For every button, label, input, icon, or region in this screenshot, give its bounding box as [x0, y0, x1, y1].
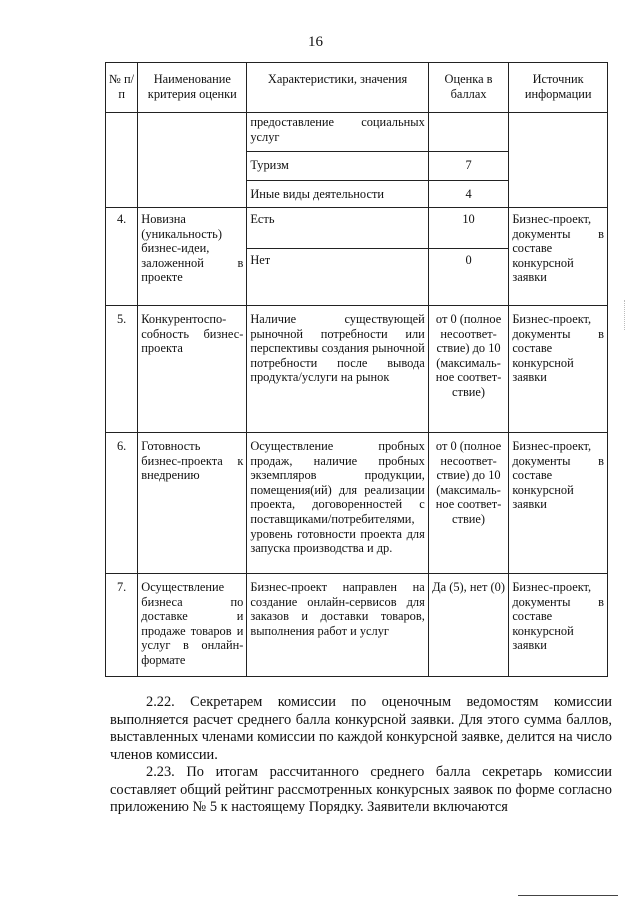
cell-score: [428, 113, 509, 152]
cell-num: 5.: [106, 306, 138, 433]
cell-characteristic: Есть: [247, 208, 428, 249]
cell-source: Бизнес-проект, документы в составе конкурсной заявки: [509, 433, 608, 574]
cell-name: Новизна (уникальность) бизнес-идеи, заложенной в проекте: [138, 208, 247, 306]
cell-score: от 0 (полное несоответ-ствие) до 10 (максималь-ное соответ-ствие): [428, 433, 509, 574]
cell-score: 4: [428, 181, 509, 208]
cell-characteristic: Иные виды деятельности: [247, 181, 428, 208]
cell-source: Бизнес-проект, документы в составе конкурсной заявки: [509, 306, 608, 433]
cell-name: Осуществление бизнеса по доставке и продаже товаров и услуг в онлайн-формате: [138, 574, 247, 677]
cell-score: 10: [428, 208, 509, 249]
scan-artifact: [624, 300, 627, 330]
cell-source: Бизнес-проект, документы в составе конкурсной заявки: [509, 208, 608, 306]
cell-num: 7.: [106, 574, 138, 677]
table-row: [106, 208, 608, 249]
paragraph-text: 2.22. Секретарем комиссии по оценочным ведомостям комиссии выполняется расчет среднего балла конкурсной заявки. Для этого сумма баллов, выставленных членами комиссии по каждой конкурсной заявке, делится на число членов комиссии.: [110, 694, 612, 763]
cell-characteristic: Осуществление пробных продаж, наличие пробных экземпляров продукции, помещения(ий) для реализации проекта, договоренностей с поставщиками/потребителями, уровень готовности проекта для запуска производства и др.: [247, 433, 428, 574]
paragraph-2-22: [110, 694, 612, 764]
criteria-table: [105, 62, 608, 677]
footer-rule: [518, 895, 618, 896]
cell-score: от 0 (полное несоответ-ствие) до 10 (максималь-ное соответ-ствие): [428, 306, 509, 433]
cell-characteristic: Бизнес-проект направлен на создание онлайн-сервисов для заказов и доставки товаров, выполнения работ и услуг: [247, 574, 428, 677]
cell-score: Да (5), нет (0): [428, 574, 509, 677]
cell-num: 6.: [106, 433, 138, 574]
cell-characteristic: Наличие существующей рыночной потребности или перспективы создания рыночной потребности после вывода продукта/услуги на рынок: [247, 306, 428, 433]
cell-name: Конкурентоспо-собность бизнес-проекта: [138, 306, 247, 433]
cell-characteristic: предоставление социальных услуг: [247, 113, 428, 152]
table-row: [106, 433, 608, 574]
header-source: Источник информации: [509, 63, 608, 113]
header-num: № п/п: [106, 63, 138, 113]
header-score: Оценка в баллах: [428, 63, 509, 113]
cell-source: Бизнес-проект, документы в составе конкурсной заявки: [509, 574, 608, 677]
table-row: [106, 306, 608, 433]
cell-characteristic: Нет: [247, 249, 428, 306]
cell-name: Готовность бизнес-проекта к внедрению: [138, 433, 247, 574]
header-characteristics: Характеристики, значения: [247, 63, 428, 113]
cell-score: 7: [428, 152, 509, 181]
cell-name: [138, 113, 247, 208]
table-row: [106, 574, 608, 677]
table-header-row: [106, 63, 608, 113]
header-name: Наименование критерия оценки: [138, 63, 247, 113]
cell-num: 4.: [106, 208, 138, 306]
cell-num: [106, 113, 138, 208]
page-number: 16: [308, 34, 323, 50]
paragraph-2-23: [110, 764, 612, 817]
cell-source: [509, 113, 608, 208]
cell-score: 0: [428, 249, 509, 306]
cell-characteristic: Туризм: [247, 152, 428, 181]
paragraph-text: 2.23. По итогам рассчитанного среднего балла секретарь комиссии составляет общий рейтинг рассмотренных конкурсных заявок по форме согласно приложению № 5 к настоящему Порядку. Заявители включаются: [110, 764, 612, 816]
table-row: [106, 113, 608, 152]
